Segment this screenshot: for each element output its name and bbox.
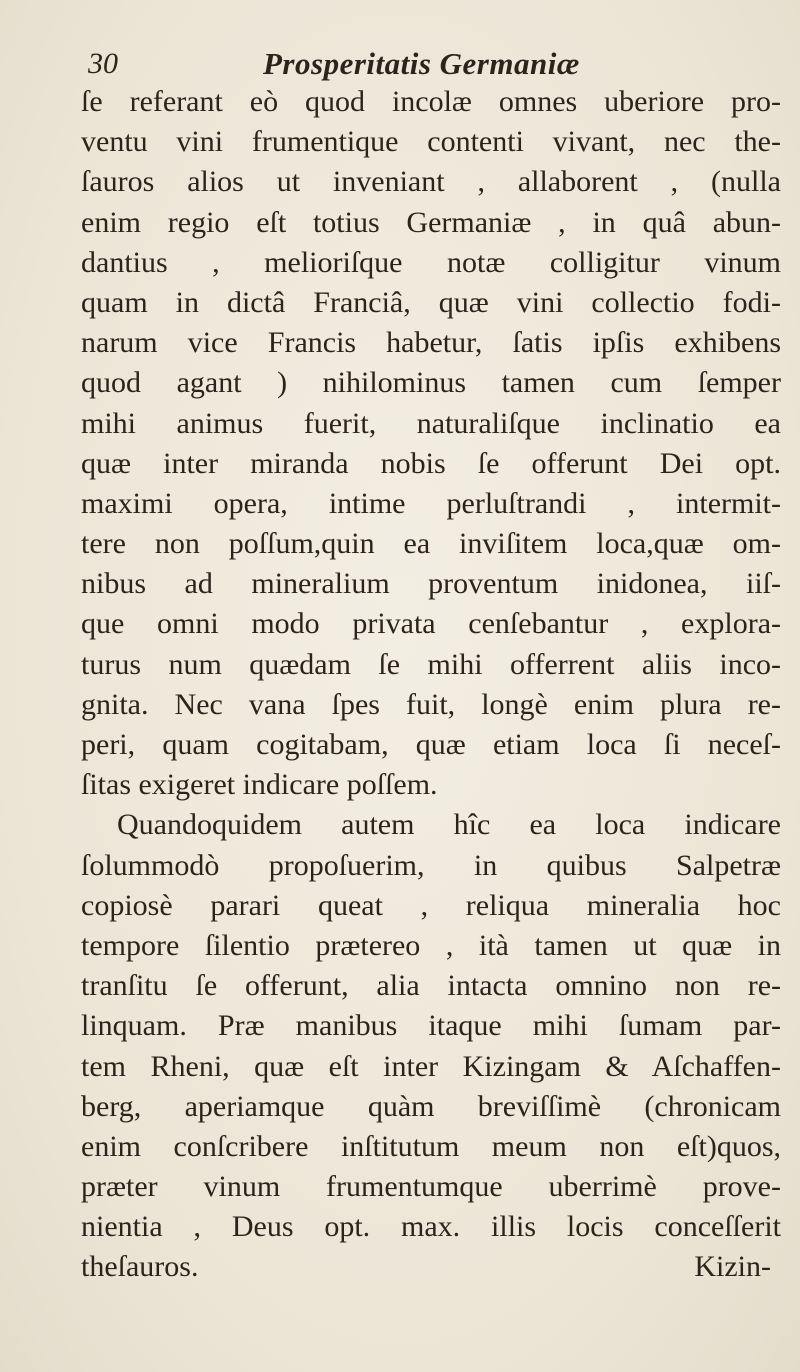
page-number: 30 bbox=[88, 47, 118, 80]
text-line: turus num quædam ſe mihi offerrent aliis inco- bbox=[81, 647, 781, 681]
text-line: copiosè parari queat , reliqua mineralia hoc bbox=[81, 888, 781, 922]
text-line: ſolummodò propoſuerim, in quibus Salpetræ bbox=[81, 848, 781, 882]
final-line bbox=[81, 1247, 781, 1287]
paragraph-end-line: ſitas exigeret indicare poſſem. bbox=[81, 768, 438, 802]
text-line: nientia , Deus opt. max. illis locis conceſſerit bbox=[81, 1210, 781, 1244]
text-line: peri, quam cogitabam, quæ etiam loca ſi neceſ- bbox=[81, 728, 781, 761]
text-line: quod agant ) nihilominus tamen cum ſemper bbox=[81, 366, 781, 400]
text-line: tem Rheni, quæ eſt inter Kizingam & Aſchaffen- bbox=[81, 1049, 781, 1083]
final-line-text: theſauros. bbox=[81, 1250, 199, 1284]
text-line: dantius , melioriſque notæ colligitur vinum bbox=[81, 245, 781, 279]
text-line: enim regio eſt totius Germaniæ , in quâ abun- bbox=[81, 205, 781, 239]
running-title: Prosperitatis Germaniæ bbox=[263, 46, 580, 81]
text-line: maximi opera, intime perluſtrandi , intermit- bbox=[81, 486, 781, 520]
text-line: ſauros alios ut inveniant , allaborent , (nulla bbox=[81, 165, 781, 199]
text-line: enim conſcribere inſtitutum meum non eſt)quos, bbox=[81, 1129, 781, 1163]
text-line: tere non poſſum,quin ea inviſitem loca,quæ om- bbox=[81, 527, 781, 561]
text-line: mihi animus fuerit, naturaliſque inclinatio ea bbox=[81, 406, 781, 440]
text-line: tempore ſilentio prætereo , ità tamen ut quæ in bbox=[81, 928, 781, 962]
paragraph-start-line: Quandoquidem autem hîc ea loca indicare bbox=[117, 808, 781, 842]
catchword: Kizin- bbox=[694, 1250, 771, 1284]
text-line: præter vinum frumentumque uberrimè prove- bbox=[81, 1170, 781, 1204]
text-line: tranſitu ſe offerunt, alia intacta omnino non re- bbox=[81, 969, 781, 1003]
text-line: gnita. Nec vana ſpes fuit, longè enim plura re- bbox=[81, 687, 781, 721]
body-text bbox=[81, 82, 781, 1288]
text-line: ſe referant eò quod incolæ omnes uberiore pro- bbox=[81, 85, 781, 118]
text-line: ventu vini frumentique contenti vivant, nec the- bbox=[81, 125, 781, 159]
text-line: quæ inter miranda nobis ſe offerunt Dei opt. bbox=[81, 446, 781, 480]
text-line: que omni modo privata cenſebantur , explora- bbox=[81, 607, 781, 641]
text-line: narum vice Francis habetur, ſatis ipſis exhibens bbox=[81, 326, 781, 360]
text-line: quam in dictâ Franciâ, quæ vini collectio fodi- bbox=[81, 285, 781, 319]
text-line: linquam. Præ manibus itaque mihi ſumam par- bbox=[81, 1009, 781, 1043]
text-line: berg, aperiamque quàm breviſſimè (chronicam bbox=[81, 1089, 781, 1123]
text-line: nibus ad mineralium proventum inidonea, iiſ- bbox=[81, 567, 781, 601]
